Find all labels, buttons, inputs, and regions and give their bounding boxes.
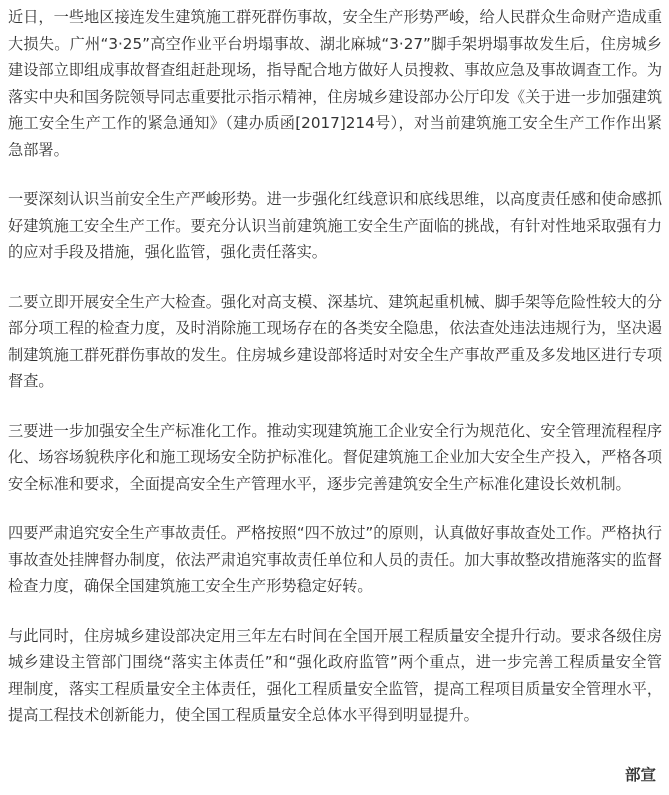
paragraph-point-one: 一要深刻认识当前安全生产严峻形势。进一步强化红线意识和底线思维，以高度责任感和使命感抓好建筑施工安全生产工作。要充分认识当前建筑施工安全生产面临的挑战，有针对性地采取强有力的应对手段及措施，强化监管，强化责任落实。 [8, 190, 662, 261]
article-body [8, 4, 662, 729]
paragraph-point-two: 二要立即开展安全生产大检查。强化对高支模、深基坑、建筑起重机械、脚手架等危险性较大的分部分项工程的检查力度，及时消除施工现场存在的各类安全隐患，依法查处违法违规行为，坚决遏制建筑施工群死群伤事故的发生。住房城乡建设部将适时对安全生产事故严重及多发地区进行专项督查。 [8, 292, 662, 390]
paragraph-point-four: 四要严肃追究安全生产事故责任。严格按照“四不放过”的原则，认真做好事故查处工作。严格执行事故查处挂牌督办制度，依法严肃追究事故责任单位和人员的责任。加大事故整改措施落实的监督检查力度，确保全国建筑施工安全生产形势稳定好转。 [8, 524, 662, 595]
paragraph-conclusion: 与此同时，住房城乡建设部决定用三年左右时间在全国开展工程质量安全提升行动。要求各级住房城乡建设主管部门围绕“落实主体责任”和“强化政府监管”两个重点，进一步完善工程质量安全管理制度，落实工程质量安全主体责任，强化工程质量安全监管，提高工程项目质量安全管理水平，提高工程技术创新能力，使全国工程质量安全总体水平得到明显提升。 [8, 626, 662, 724]
paragraph-point-three: 三要进一步加强安全生产标准化工作。推动实现建筑施工企业安全行为规范化、安全管理流程程序化、场容场貌秩序化和施工现场安全防护标准化。督促建筑施工企业加大安全生产投入，严格各项安全标准和要求，全面提高安全生产管理水平，逐步完善建筑安全生产标准化建设长效机制。 [8, 421, 662, 493]
paragraph-intro: 近日，一些地区接连发生建筑施工群死群伤事故，安全生产形势严峻，给人民群众生命财产造成重大损失。广州“3·25”高空作业平台坍塌事故、湖北麻城“3·27”脚手架坍塌事故发生后，住房城乡建设部立即组成事故督查组赶赴现场，指导配合地方做好人员搜救、事故应急及事故调查工作。为落实中央和国务院领导同志重要批示指示精神，住房城乡建设部办公厅印发《关于进一步加强建筑施工安全生产工作的紧急通知》（建办质函[2017]214号），对当前建筑施工安全生产工作作出紧急部署。 [8, 8, 662, 159]
article-source: 部宣 [624, 766, 656, 784]
